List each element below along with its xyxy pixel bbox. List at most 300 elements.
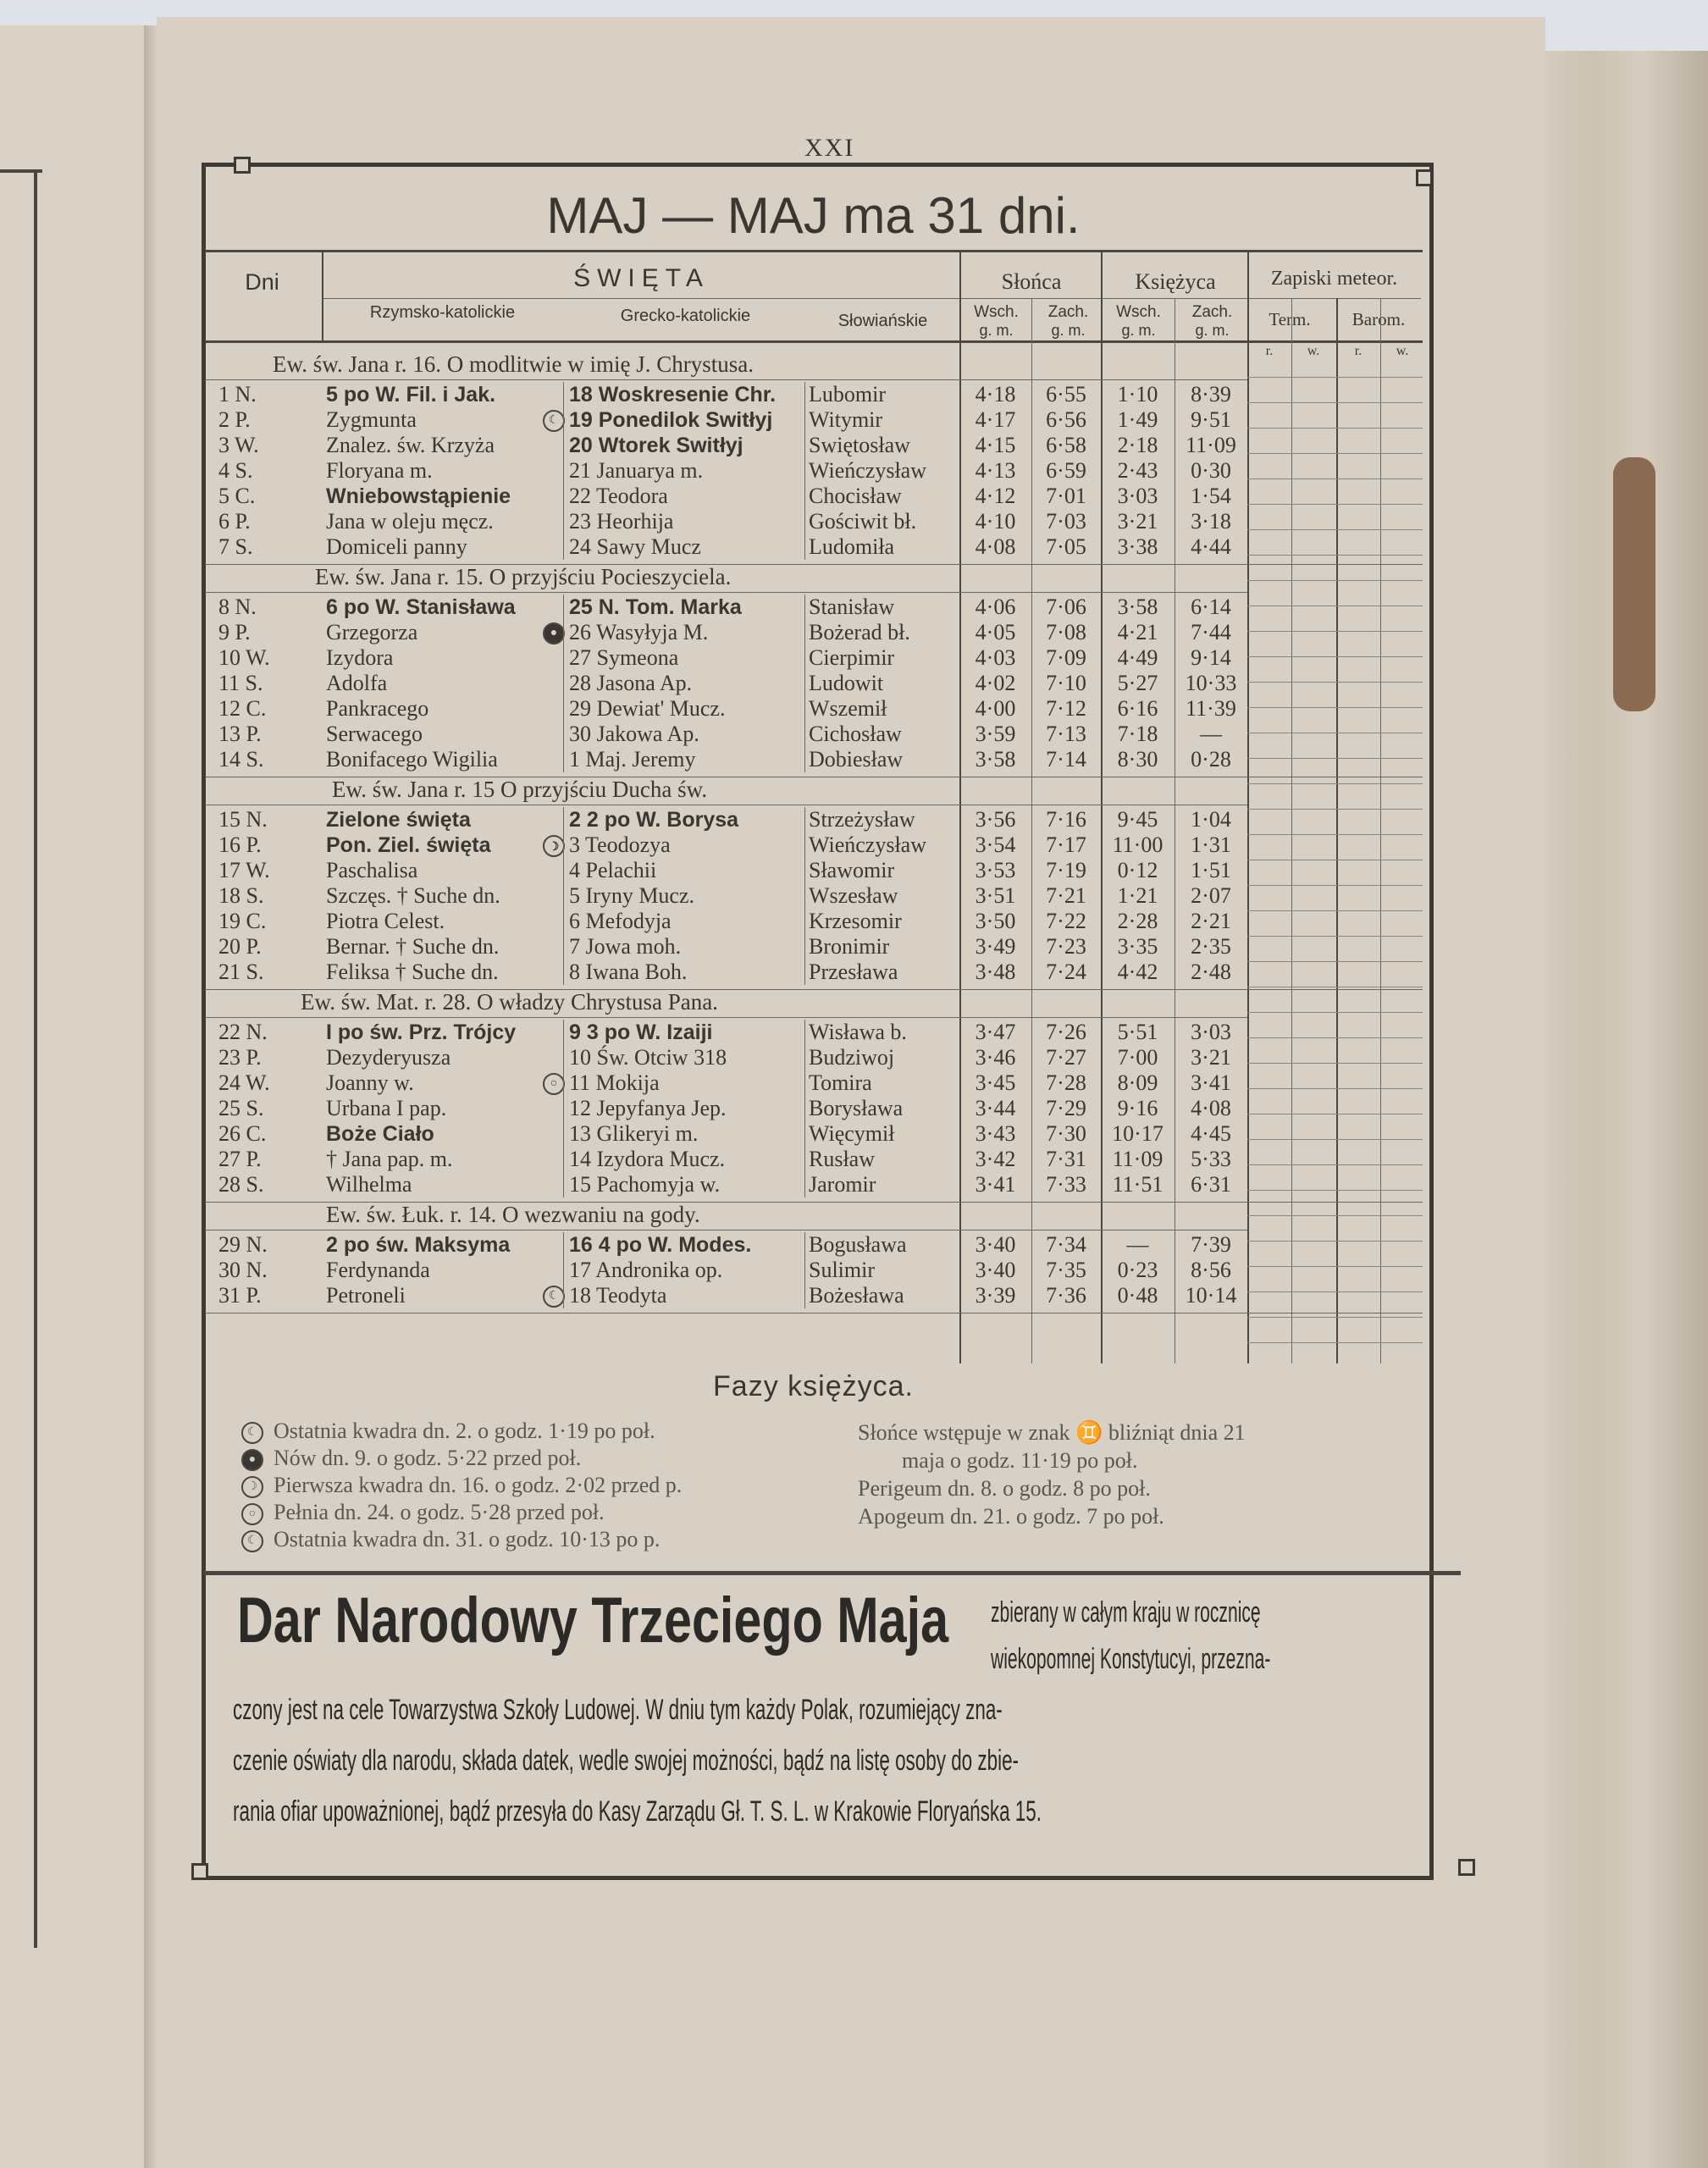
sunrise-cell: 4·17	[975, 407, 1016, 432]
day-cell: 15 N.	[218, 807, 268, 832]
day-cell: 22 N.	[218, 1020, 268, 1044]
meteor-grid-rule	[1247, 631, 1423, 632]
moon-phase-text: Ostatnia kwadra dn. 31. o godz. 10·13 po p.	[274, 1527, 661, 1551]
moon-phase-text: Pierwsza kwadra dn. 16. o godz. 2·02 przed p.	[274, 1473, 683, 1497]
sunset-cell: 7·27	[1046, 1045, 1086, 1070]
sunrise-cell: 4·02	[975, 671, 1016, 695]
moonset-cell: 1·04	[1191, 807, 1231, 832]
column-rule	[804, 1020, 805, 1197]
rzymsko-header: Rzymsko-katolickie	[369, 303, 516, 322]
moonrise-cell: 6·16	[1117, 696, 1158, 721]
gk-feast-cell: 30 Jakowa Ap.	[569, 722, 699, 746]
moon-phase-icon: ☾	[543, 410, 565, 432]
rk-feast-cell: Piotra Celest.	[326, 909, 445, 933]
divider	[203, 1571, 1461, 1575]
moon-phase-text: Pełnia dn. 24. o godz. 5·28 przed poł.	[274, 1500, 605, 1524]
column-rule	[563, 1020, 564, 1197]
day-cell: 1 N.	[218, 382, 257, 406]
meteor-grid-rule	[1247, 783, 1423, 784]
sunset-cell: 6·59	[1046, 458, 1086, 483]
day-cell: 27 P.	[218, 1147, 262, 1171]
moon-phase-icon: ○	[543, 1073, 565, 1095]
day-cell: 31 P.	[218, 1283, 262, 1308]
sunset-cell: 7·26	[1046, 1020, 1086, 1044]
moonset-cell: 10·14	[1185, 1283, 1237, 1308]
slavic-name-cell: Więcymił	[809, 1121, 895, 1146]
day-cell: 24 W.	[218, 1070, 270, 1095]
moon-phase-item	[241, 1419, 655, 1444]
meteor-grid-rule	[1247, 1342, 1423, 1343]
meteor-grid-rule	[1247, 1164, 1423, 1165]
column-rule	[322, 250, 323, 340]
sunset-cell: 6·56	[1046, 407, 1086, 432]
gk-feast-cell: 3 Teodozya	[569, 832, 671, 857]
gk-feast-cell: 7 Jowa moh.	[569, 934, 682, 959]
gospel-section: Ew. św. Jana r. 16. O modlitwie w imię J. Chrystusa.	[273, 351, 754, 377]
column-rule	[563, 382, 564, 560]
subheader-rule	[322, 298, 961, 299]
column-rule	[1336, 298, 1338, 1363]
rk-feast-cell: Grzegorza ●	[326, 620, 559, 645]
moonrise-cell: 5·27	[1117, 671, 1158, 695]
slavic-name-cell: Budziwoj	[809, 1045, 895, 1070]
slavic-name-cell: Gościwit bł.	[809, 509, 917, 534]
moonset-cell: 2·21	[1191, 909, 1231, 933]
sunset-cell: 7·14	[1046, 747, 1086, 772]
gk-feast-cell: 10 Św. Otciw 318	[569, 1045, 727, 1070]
zapiski-header: Zapiski meteor.	[1270, 268, 1398, 290]
dar-title: Dar Narodowy Trzeciego Maja	[237, 1585, 949, 1656]
header-bottom-rule	[205, 340, 1423, 343]
day-cell: 21 S.	[218, 960, 264, 984]
sunset-cell: 7·35	[1046, 1258, 1086, 1282]
gk-feast-cell: 18 Woskresenie Chr.	[569, 383, 777, 406]
moon-phase-item	[241, 1500, 605, 1525]
col-sw-label: Wsch.	[974, 303, 1019, 321]
sunrise-cell: 3·58	[975, 747, 1016, 772]
rk-feast-cell: Znalez. św. Krzyża	[326, 433, 495, 457]
meteor-grid-rule	[1247, 1266, 1423, 1267]
moon-phase-item	[241, 1527, 660, 1552]
header-top-rule	[205, 250, 1423, 252]
sunrise-cell: 3·59	[975, 722, 1016, 746]
column-rule	[1101, 250, 1103, 298]
rk-feast-cell: Ferdynanda	[326, 1258, 430, 1282]
rk-feast-cell: † Jana pap. m.	[326, 1147, 453, 1171]
rk-feast-cell: 6 po W. Stanisława	[326, 595, 516, 619]
section-rule	[205, 592, 1247, 593]
day-cell: 8 N.	[218, 595, 257, 619]
left-page-frame	[34, 169, 46, 1948]
slavic-name-cell: Ludowit	[809, 671, 884, 695]
day-cell: 14 S.	[218, 747, 264, 772]
day-cell: 5 C.	[218, 484, 256, 508]
meteor-grid-rule	[1247, 910, 1423, 911]
sunrise-cell: 3·43	[975, 1121, 1016, 1146]
rk-feast-cell: Joanny w. ○	[326, 1070, 559, 1096]
meteor-grid-rule	[1247, 1317, 1423, 1318]
moonrise-cell: 8·30	[1117, 747, 1158, 772]
day-cell: 26 C.	[218, 1121, 267, 1146]
moonrise-cell: 4·49	[1117, 645, 1158, 670]
slavic-name-cell: Borysława	[809, 1096, 904, 1120]
moon-phase-item	[241, 1473, 682, 1498]
moon-phase-item	[241, 1446, 581, 1471]
rk-feast-cell: Zielone święta	[326, 808, 471, 832]
moon-phase-icon: ☾	[241, 1422, 263, 1444]
moon-phase-text: Ostatnia kwadra dn. 2. o godz. 1·19 po poł.	[274, 1419, 655, 1443]
column-rule	[1380, 298, 1381, 1363]
gk-feast-cell: 1 Maj. Jeremy	[569, 747, 696, 772]
day-cell: 7 S.	[218, 534, 253, 559]
moonset-cell: 0·30	[1191, 458, 1231, 483]
rk-feast-cell: Petroneli ☾	[326, 1283, 559, 1308]
sunset-cell: 7·23	[1046, 934, 1086, 959]
moonrise-cell: 9·45	[1117, 807, 1158, 832]
moonset-cell: 3·21	[1191, 1045, 1231, 1070]
meteor-grid-rule	[1247, 402, 1423, 403]
sunrise-cell: 4·18	[975, 382, 1016, 406]
slavic-name-cell: Wszemił	[809, 696, 887, 721]
sunrise-cell: 3·54	[975, 832, 1016, 857]
frame-corner	[191, 1863, 208, 1880]
sunset-cell: 7·28	[1046, 1070, 1086, 1095]
col-kz-label: Zach.	[1191, 303, 1233, 321]
sunrise-cell: 4·03	[975, 645, 1016, 670]
meteor-grid-rule	[1247, 1063, 1423, 1064]
slavic-name-cell: Tomira	[809, 1070, 872, 1095]
sun-note-line: Perigeum dn. 8. o godz. 8 po poł.	[858, 1476, 1151, 1501]
day-cell: 10 W.	[218, 645, 270, 670]
day-cell: 28 S.	[218, 1172, 264, 1197]
slavic-name-cell: Jaromir	[809, 1172, 876, 1197]
slavic-name-cell: Bożesława	[809, 1283, 904, 1308]
left-facing-page	[0, 25, 157, 2168]
gk-feast-cell: 9 3 po W. Izaiji	[569, 1020, 713, 1044]
column-rule	[959, 250, 961, 298]
sunset-cell: 7·29	[1046, 1096, 1086, 1120]
moonset-cell: 7·39	[1191, 1232, 1231, 1257]
day-cell: 3 W.	[218, 433, 259, 457]
sunset-cell: 7·09	[1046, 645, 1086, 670]
sunset-cell: 7·30	[1046, 1121, 1086, 1146]
gospel-section: Ew. św. Łuk. r. 14. O wezwaniu na gody.	[326, 1202, 700, 1227]
col-kw-unit: g. m.	[1121, 322, 1156, 339]
meteor-grid-rule	[1247, 453, 1423, 454]
sunset-cell: 7·17	[1046, 832, 1086, 857]
sunrise-cell: 3·40	[975, 1232, 1016, 1257]
day-cell: 30 N.	[218, 1258, 268, 1282]
meteor-subheader: w.	[1396, 344, 1409, 358]
moonset-cell: 3·18	[1191, 509, 1231, 534]
rk-feast-cell: Bonifacego Wigilia	[326, 747, 498, 772]
column-rule	[563, 807, 564, 985]
rk-feast-cell: Zygmunta ☾	[326, 407, 559, 433]
moonset-cell: 6·14	[1191, 595, 1231, 619]
meteor-grid-rule	[1247, 377, 1423, 378]
gk-feast-cell: 18 Teodyta	[569, 1283, 667, 1308]
slavic-name-cell: Cichosław	[809, 722, 902, 746]
rk-feast-cell: Jana w oleju męcz.	[326, 509, 494, 534]
meteor-grid-rule	[1247, 1139, 1423, 1140]
day-cell: 20 P.	[218, 934, 262, 959]
sunrise-cell: 3·49	[975, 934, 1016, 959]
gk-feast-cell: 27 Symeona	[569, 645, 679, 670]
moonrise-cell: 4·21	[1117, 620, 1158, 644]
day-cell: 4 S.	[218, 458, 253, 483]
column-rule	[804, 382, 805, 560]
moonrise-cell: 3·35	[1117, 934, 1158, 959]
moonset-cell: 7·44	[1191, 620, 1231, 644]
gospel-section: Ew. św. Jana r. 15 O przyjściu Ducha św.	[332, 777, 708, 802]
swieta-header: ŚWIĘTA	[573, 264, 710, 292]
col-sw-unit: g. m.	[979, 322, 1014, 339]
moonrise-cell: 7·00	[1117, 1045, 1158, 1070]
slavic-name-cell: Przesława	[809, 960, 898, 984]
rk-feast-cell: Boże Ciało	[326, 1122, 434, 1146]
column-rule	[563, 1232, 564, 1308]
sunrise-cell: 4·12	[975, 484, 1016, 508]
slavic-name-cell: Dobiesław	[809, 747, 904, 772]
moonrise-cell: 2·18	[1117, 433, 1158, 457]
sunset-cell: 6·55	[1046, 382, 1086, 406]
rk-feast-cell: Floryana m.	[326, 458, 433, 483]
column-rule	[1291, 298, 1292, 1363]
sunrise-cell: 3·39	[975, 1283, 1016, 1308]
day-cell: 18 S.	[218, 883, 264, 908]
moonset-cell: 1·51	[1191, 858, 1231, 882]
day-cell: 2 P.	[218, 407, 251, 432]
rk-feast-cell: 5 po W. Fil. i Jak.	[326, 383, 496, 406]
moonset-cell: 6·31	[1191, 1172, 1231, 1197]
gk-feast-cell: 28 Jasona Ap.	[569, 671, 693, 695]
day-cell: 29 N.	[218, 1232, 268, 1257]
moonset-cell: 4·08	[1191, 1096, 1231, 1120]
moon-phase-icon: ☽	[543, 835, 565, 857]
slonca-header: Słońca	[1001, 269, 1062, 294]
sunset-cell: 7·34	[1046, 1232, 1086, 1257]
moonrise-cell: 3·38	[1117, 534, 1158, 559]
meteor-grid-rule	[1247, 529, 1423, 530]
meteor-grid-rule	[1247, 707, 1423, 708]
moonset-cell: —	[1200, 722, 1222, 746]
moonset-cell: 8·56	[1191, 1258, 1231, 1282]
col-kz-unit: g. m.	[1195, 322, 1230, 339]
rk-feast-cell: Domiceli panny	[326, 534, 467, 559]
moonrise-cell: 0·48	[1117, 1283, 1158, 1308]
dar-text-line: wiekopomnej Konstytucyi, przezna-	[991, 1643, 1271, 1675]
column-rule	[804, 807, 805, 985]
day-cell: 9 P.	[218, 620, 251, 644]
moonrise-cell: 3·58	[1117, 595, 1158, 619]
page-edge-stain	[1613, 457, 1655, 711]
sunrise-cell: 3·46	[975, 1045, 1016, 1070]
meteor-grid-rule	[1247, 809, 1423, 810]
moonrise-cell: 11·09	[1112, 1147, 1164, 1171]
moonset-cell: 3·03	[1191, 1020, 1231, 1044]
moonset-cell: 4·45	[1191, 1121, 1231, 1146]
frame-corner	[1458, 1859, 1475, 1876]
day-cell: 11 S.	[218, 671, 263, 695]
moonrise-cell: 8·09	[1117, 1070, 1158, 1095]
rk-feast-cell: Serwacego	[326, 722, 423, 746]
meteor-grid-rule	[1247, 758, 1423, 759]
column-rule	[804, 595, 805, 772]
meteor-grid-rule	[1247, 961, 1423, 962]
sunrise-cell: 3·47	[975, 1020, 1016, 1044]
moonset-cell: 9·14	[1191, 645, 1231, 670]
rk-feast-cell: Dezyderyusza	[326, 1045, 451, 1070]
meteor-grid-rule	[1247, 834, 1423, 835]
moon-phase-icon: ●	[241, 1449, 263, 1471]
rk-feast-cell: Wniebowstąpienie	[326, 484, 511, 508]
moonset-cell: 8·39	[1191, 382, 1231, 406]
sunset-cell: 7·36	[1046, 1283, 1086, 1308]
moonset-cell: 1·31	[1191, 832, 1231, 857]
meteor-grid-rule	[1247, 1088, 1423, 1089]
gk-feast-cell: 13 Glikeryi m.	[569, 1121, 699, 1146]
section-rule	[205, 1017, 1247, 1018]
day-cell: 19 C.	[218, 909, 267, 933]
day-cell: 23 P.	[218, 1045, 262, 1070]
day-cell: 12 C.	[218, 696, 267, 721]
gk-feast-cell: 26 Wasyłyja M.	[569, 620, 709, 644]
sunrise-cell: 4·10	[975, 509, 1016, 534]
moonrise-cell: 1·21	[1117, 883, 1158, 908]
left-page-frame-top	[0, 169, 42, 173]
moonset-cell: 10·33	[1185, 671, 1237, 695]
sunrise-cell: 3·56	[975, 807, 1016, 832]
gk-feast-cell: 19 Ponedilok Switłyj	[569, 408, 773, 432]
slavic-name-cell: Swiętosław	[809, 433, 910, 457]
moonrise-cell: 5·51	[1117, 1020, 1158, 1044]
sunset-cell: 7·03	[1046, 509, 1086, 534]
sun-note-line: Słońce wstępuje w znak ♊ bliźniąt dnia 21	[858, 1420, 1246, 1445]
col-sz-label: Zach.	[1047, 303, 1089, 321]
sunset-cell: 7·01	[1046, 484, 1086, 508]
gk-feast-cell: 11 Mokija	[569, 1070, 660, 1095]
meteor-grid-rule	[1247, 885, 1423, 886]
day-cell: 25 S.	[218, 1096, 264, 1120]
moonrise-cell: 0·12	[1117, 858, 1158, 882]
meteor-grid-rule	[1247, 1241, 1423, 1242]
meteor-grid-rule	[1247, 478, 1423, 479]
meteor-subheader: w.	[1307, 344, 1320, 358]
meteor-grid-rule	[1247, 580, 1423, 581]
slavic-name-cell: Stanisław	[809, 595, 895, 619]
moon-phase-icon: ☽	[241, 1476, 263, 1498]
meteor-grid-rule	[1247, 656, 1423, 657]
moonrise-cell: 10·17	[1112, 1121, 1164, 1146]
rk-feast-cell: 2 po św. Maksyma	[326, 1233, 511, 1257]
sunrise-cell: 3·42	[975, 1147, 1016, 1171]
sunset-cell: 7·06	[1046, 595, 1086, 619]
column-rule	[1247, 298, 1249, 1363]
moonset-cell: 2·48	[1191, 960, 1231, 984]
moonset-cell: 5·33	[1191, 1147, 1231, 1171]
moonrise-cell: 2·28	[1117, 909, 1158, 933]
gk-feast-cell: 25 N. Tom. Marka	[569, 595, 742, 619]
moonset-cell: 1·54	[1191, 484, 1231, 508]
meteor-grid-rule	[1247, 1037, 1423, 1038]
meteor-grid-rule	[1247, 1190, 1423, 1191]
gk-feast-cell: 14 Izydora Mucz.	[569, 1147, 726, 1171]
dar-text-line: zbierany w całym kraju w rocznicę	[991, 1596, 1261, 1629]
rk-feast-cell: Paschalisa	[326, 858, 418, 882]
moonrise-cell: 1·10	[1117, 382, 1158, 406]
moonrise-cell: 4·42	[1117, 960, 1158, 984]
moon-phase-icon: ○	[241, 1503, 263, 1525]
moonrise-cell: —	[1126, 1232, 1149, 1257]
slavic-name-cell: Witymir	[809, 407, 883, 432]
meteor-subheader: r.	[1265, 344, 1274, 358]
grecko-header: Grecko-katolickie	[620, 307, 751, 325]
moonrise-cell: 0·23	[1117, 1258, 1158, 1282]
moon-phases-title: Fazy księżyca.	[713, 1370, 914, 1402]
slavic-name-cell: Strzeżysław	[809, 807, 915, 832]
gk-feast-cell: 24 Sawy Mucz	[569, 534, 701, 559]
gk-feast-cell: 17 Andronika op.	[569, 1258, 723, 1282]
moon-phase-text: Nów dn. 9. o godz. 5·22 przed poł.	[274, 1446, 582, 1470]
col-kw-label: Wsch.	[1116, 303, 1161, 321]
rk-feast-cell: Pankracego	[326, 696, 429, 721]
rk-feast-cell: Urbana I pap.	[326, 1096, 447, 1120]
rk-feast-cell: Feliksa † Suche dn.	[326, 960, 499, 984]
slavic-name-cell: Chocisław	[809, 484, 902, 508]
gk-feast-cell: 5 Iryny Mucz.	[569, 883, 695, 908]
slavic-name-cell: Bronimir	[809, 934, 890, 959]
sunrise-cell: 3·41	[975, 1172, 1016, 1197]
column-rule	[1247, 250, 1249, 298]
moonrise-cell: 9·16	[1117, 1096, 1158, 1120]
moonrise-cell: 3·21	[1117, 509, 1158, 534]
slavic-name-cell: Ludomiła	[809, 534, 895, 559]
sunrise-cell: 3·44	[975, 1096, 1016, 1120]
frame-corner	[234, 157, 251, 174]
meteor-grid-rule	[1247, 504, 1423, 505]
moonset-cell: 0·28	[1191, 747, 1231, 772]
gk-feast-cell: 15 Pachomyja w.	[569, 1172, 721, 1197]
moonset-cell: 2·35	[1191, 934, 1231, 959]
slavic-name-cell: Cierpimir	[809, 645, 895, 670]
dar-text-line: czony jest na cele Towarzystwa Szkoły Ludowej. W dniu tym każdy Polak, rozumiejący zna-	[233, 1694, 1003, 1726]
dni-header: Dni	[245, 269, 279, 295]
gk-feast-cell: 23 Heorhija	[569, 509, 674, 534]
slavic-name-cell: Bogusława	[809, 1232, 907, 1257]
meteor-grid-rule	[1247, 682, 1423, 683]
subheader-rule	[959, 298, 1421, 299]
moonrise-cell: 7·18	[1117, 722, 1158, 746]
gk-feast-cell: 21 Januarya m.	[569, 458, 704, 483]
slavic-name-cell: Wieńczysław	[809, 832, 927, 857]
slavic-name-cell: Bożerad bł.	[809, 620, 910, 644]
sunrise-cell: 3·48	[975, 960, 1016, 984]
meteor-grid-rule	[1247, 1012, 1423, 1013]
slavic-name-cell: Lubomir	[809, 382, 886, 406]
moon-phase-icon: ●	[543, 622, 565, 644]
column-rule	[563, 595, 564, 772]
gk-feast-cell: 2 2 po W. Borysa	[569, 808, 739, 832]
sunset-cell: 7·21	[1046, 883, 1086, 908]
sunrise-cell: 4·05	[975, 620, 1016, 644]
gk-feast-cell: 8 Iwana Boh.	[569, 960, 688, 984]
section-rule	[205, 1230, 1247, 1231]
rk-feast-cell: I po św. Prz. Trójcy	[326, 1020, 517, 1044]
day-cell: 17 W.	[218, 858, 270, 882]
book-spine	[144, 25, 158, 2168]
moon-phase-icon: ☾	[543, 1286, 565, 1308]
page-edges	[1545, 51, 1708, 2168]
